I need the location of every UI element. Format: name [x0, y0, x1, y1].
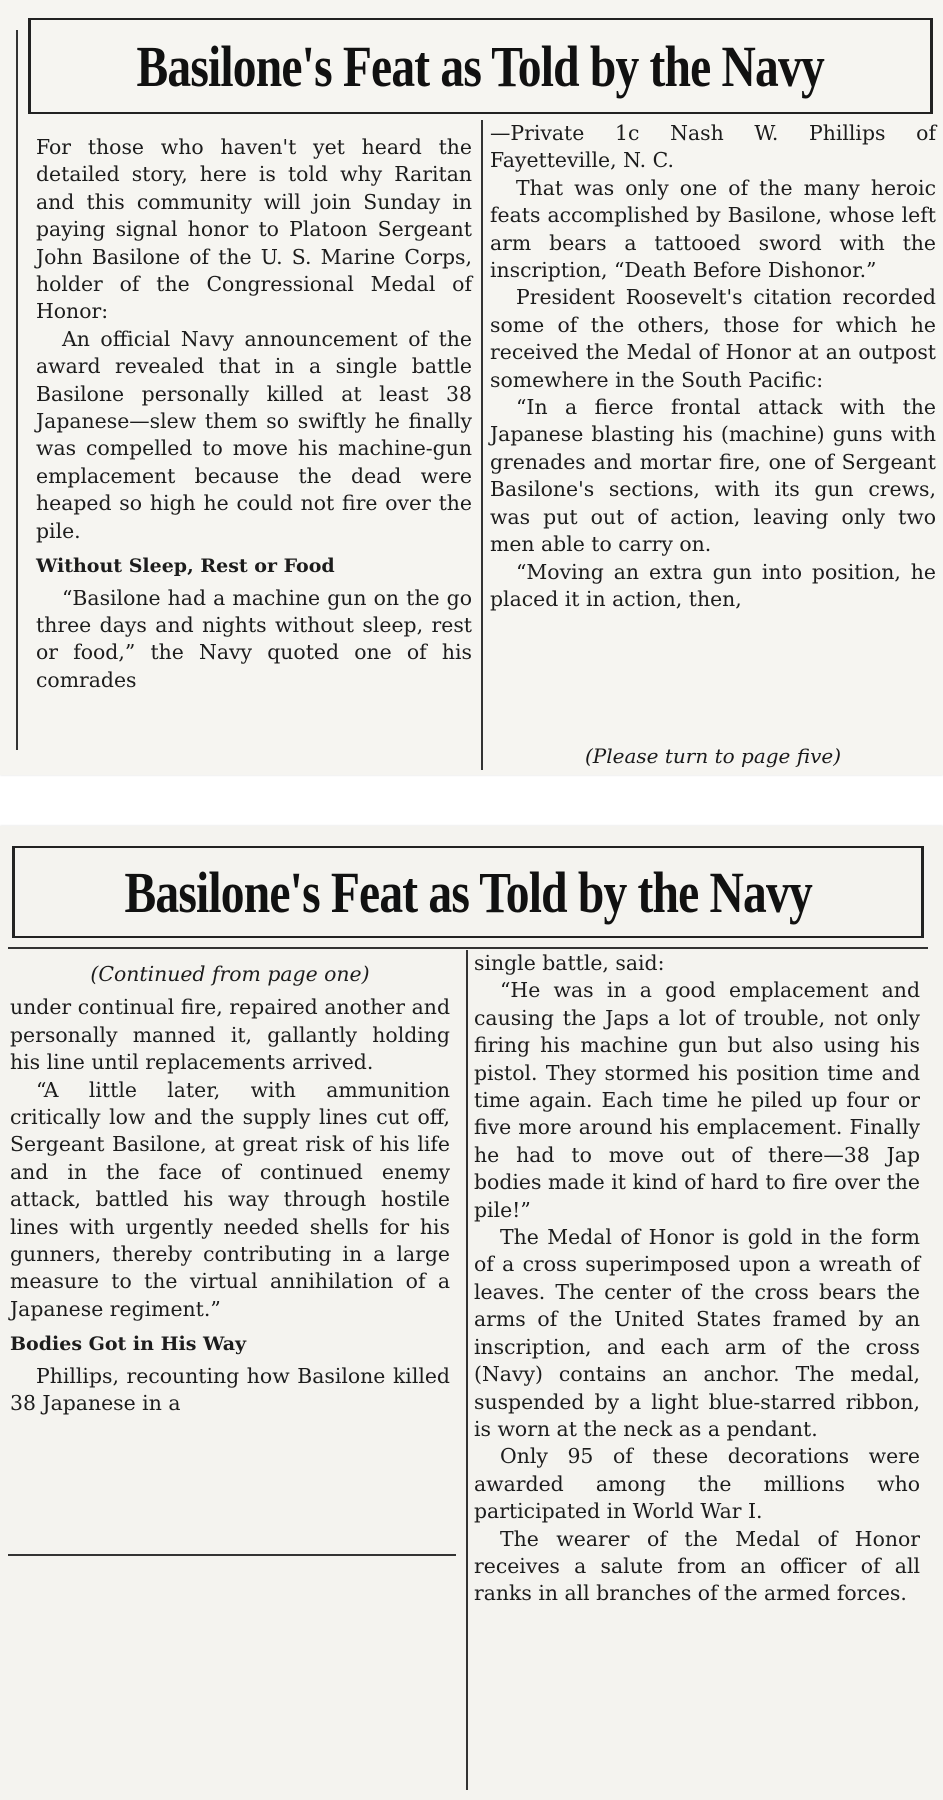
- article-column-2: [474, 950, 920, 1608]
- subhead: Bodies Got in His Way: [10, 1333, 247, 1356]
- paragraph: “A little later, with ammunition critically low and the supply lines cut off, Sergeant Basilone, at great risk of his life and in the face of continued enemy attack, battled his way through hostile lines with urgently needed shells for his gunners, thereby contributing in a large measure to the virtual annihilation of a Japanese regiment.”: [10, 1077, 450, 1321]
- headline: Basilone's Feat as Told by the Navy: [136, 33, 825, 99]
- paragraph: That was only one of the many heroic feats accomplished by Basilone, whose left arm bears a tattooed sword with the inscription, “Death Before Dishonor.”: [490, 175, 936, 283]
- article-column-2: [490, 120, 936, 613]
- column-end-rule: [8, 1554, 456, 1556]
- paragraph: Only 95 of these decorations were awarded among the millions who participated in World War I.: [474, 1444, 920, 1524]
- paragraph: The wearer of the Medal of Honor receives a salute from an officer of all ranks in all branches of the armed forces.: [474, 1526, 920, 1606]
- paragraph: “Basilone had a machine gun on the go three days and nights without sleep, rest or food,” the Navy quoted one of his comrades: [36, 585, 472, 692]
- headline-box: [12, 846, 924, 938]
- subhead: Without Sleep, Rest or Food: [36, 555, 335, 578]
- column-divider: [481, 120, 483, 770]
- paragraph: For those who haven't yet heard the detailed story, here is told why Raritan and this community will join Sunday in paying signal honor to Platoon Sergeant John Basilone of the U. S. Marine Corps, holder of the Congressional Medal of Honor:: [36, 135, 472, 324]
- paragraph: single battle, said:: [474, 951, 665, 975]
- article-column-1: [36, 134, 472, 694]
- left-column-rule: [16, 30, 18, 750]
- paragraph: Phillips, recounting how Basilone killed 38 Japanese in a: [10, 1363, 450, 1416]
- clipping-front-page: [0, 0, 943, 775]
- paragraph: —Private 1c Nash W. Phillips of Fayetteville, N. C.: [490, 121, 936, 173]
- paragraph: President Roosevelt's citation recorded some of the others, those for which he received the Medal of Honor at an outpost somewhere in the South Pacific:: [490, 285, 936, 392]
- clipping-continuation: [0, 826, 943, 1800]
- paragraph: “In a fierce frontal attack with the Japanese blasting his (machine) guns with grenades and mortar fire, one of Sergeant Basilone's sections, with its gun crews, was put out of action, leaving only two men able to carry on.: [490, 395, 936, 557]
- paragraph: “He was in a good emplacement and causing the Japs a lot of trouble, not only firing his machine gun but also using his pistol. They stormed his position time and time again. Each time he piled up four or five more around his emplacement. Finally he had to move out of there—38 Jap bodies made it kind of hard to fire over the pile!”: [474, 978, 920, 1222]
- paragraph: “Moving an extra gun into position, he placed it in action, then,: [490, 559, 936, 611]
- turn-page-note: (Please turn to page five): [584, 744, 842, 768]
- article-column-1: [10, 961, 450, 1418]
- paragraph: The Medal of Honor is gold in the form of a cross superimposed upon a wreath of leaves. The center of the cross bears the arms of the United States framed by an inscription, and each arm of the cross (Navy) contains an anchor. The medal, suspended by a light blue-starred ribbon, is worn at the neck as a pendant.: [474, 1225, 920, 1441]
- headline-box: [28, 18, 933, 114]
- column-divider: [466, 950, 468, 1790]
- paragraph: An official Navy announcement of the award revealed that in a single battle Basilone personally killed at least 38 Japanese—slew them so swiftly he finally was compelled to move his machine-gun emplacement because the dead were heaped so high he could not fire over the pile.: [36, 326, 472, 543]
- headline-underline: [8, 947, 928, 949]
- headline: Basilone's Feat as Told by the Navy: [124, 859, 812, 925]
- paragraph: under continual fire, repaired another and personally manned it, gallantly holding his line until replacements arrived.: [10, 995, 450, 1075]
- continued-note: (Continued from page one): [90, 962, 370, 986]
